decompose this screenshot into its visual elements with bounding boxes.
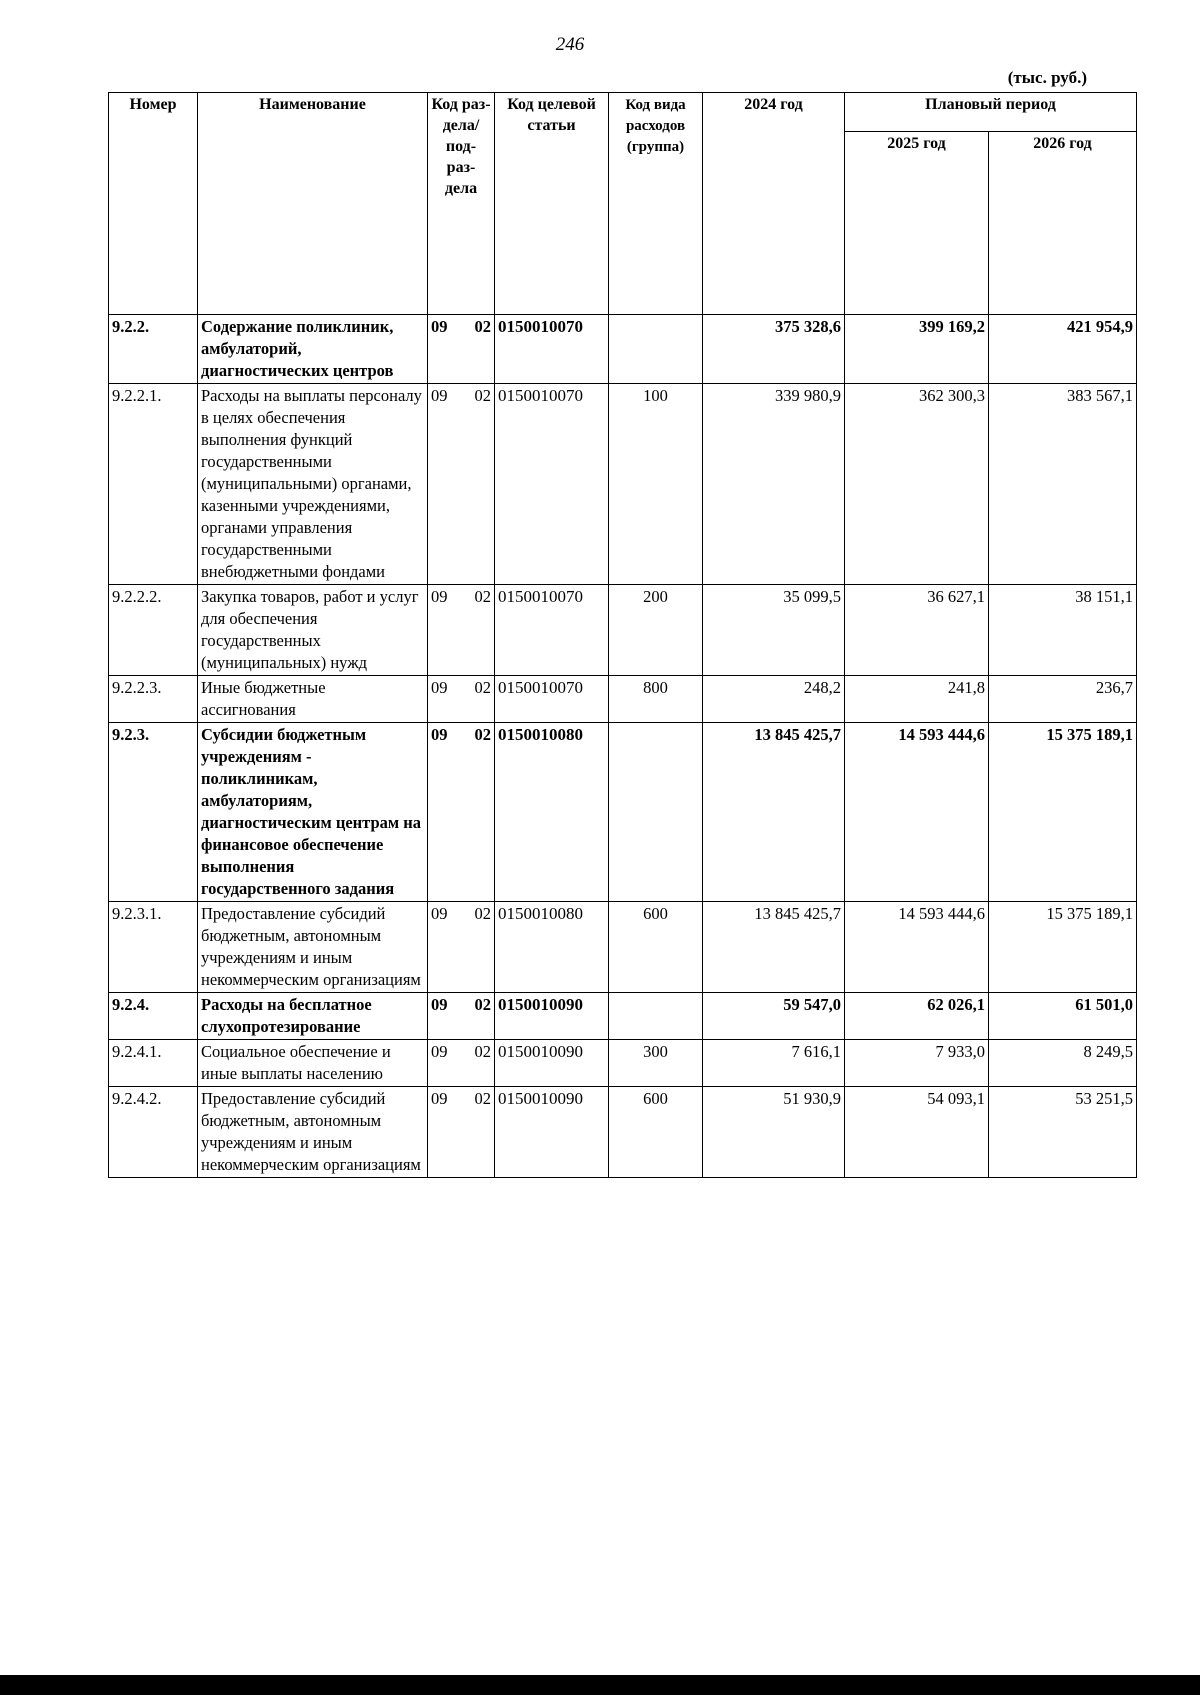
header-year-2024: 2024 год	[703, 93, 845, 315]
row-podrazdel-code: 02	[474, 386, 491, 405]
row-celevaya: 0150010090	[495, 1040, 609, 1087]
row-name: Предоставление субсидий бюджетным, автономным учреждениям и иным некоммерческим организациям	[198, 902, 428, 993]
row-razdel	[428, 723, 495, 902]
row-celevaya: 0150010080	[495, 723, 609, 902]
row-name: Расходы на бесплатное слухопротезирование	[198, 993, 428, 1040]
row-2024: 7 616,1	[703, 1040, 845, 1087]
row-2025: 62 026,1	[845, 993, 989, 1040]
row-2026: 383 567,1	[989, 384, 1137, 585]
row-vid	[609, 993, 703, 1040]
row-vid: 300	[609, 1040, 703, 1087]
row-razdel-code: 09	[431, 995, 448, 1014]
table-row	[109, 384, 1137, 585]
header-planovyy: Плановый период	[845, 93, 1137, 132]
header-row-top	[109, 93, 1137, 132]
row-nomer: 9.2.2.1.	[109, 384, 198, 585]
row-name: Содержание поликлиник, амбулаторий, диагностических центров	[198, 315, 428, 384]
header-kod-celevoy: Код целевой статьи	[495, 93, 609, 315]
row-nomer: 9.2.3.	[109, 723, 198, 902]
row-razdel	[428, 1087, 495, 1178]
row-name: Расходы на выплаты персоналу в целях обеспечения выполнения функций государственными (муниципальными) органами, казенными учреждениями, органами управления государственными внебюджетными фондами	[198, 384, 428, 585]
row-2025: 36 627,1	[845, 585, 989, 676]
row-2024: 59 547,0	[703, 993, 845, 1040]
row-podrazdel-code: 02	[474, 587, 491, 606]
row-name: Иные бюджетные ассигнования	[198, 676, 428, 723]
row-name: Субсидии бюджетным учреждениям - поликлиникам, амбулаториям, диагностическим центрам на финансовое обеспечение выполнения государственного задания	[198, 723, 428, 902]
row-razdel	[428, 384, 495, 585]
row-nomer: 9.2.2.3.	[109, 676, 198, 723]
row-2026: 236,7	[989, 676, 1137, 723]
row-2025: 54 093,1	[845, 1087, 989, 1178]
table-row	[109, 993, 1137, 1040]
table-row	[109, 1040, 1137, 1087]
row-nomer: 9.2.3.1.	[109, 902, 198, 993]
row-razdel	[428, 676, 495, 723]
row-2026: 15 375 189,1	[989, 902, 1137, 993]
header-naimenovanie: Наименование	[198, 93, 428, 315]
row-razdel	[428, 902, 495, 993]
row-2025: 14 593 444,6	[845, 723, 989, 902]
header-year-2025: 2025 год	[845, 132, 989, 315]
row-vid: 800	[609, 676, 703, 723]
row-2024: 35 099,5	[703, 585, 845, 676]
row-2026: 61 501,0	[989, 993, 1137, 1040]
row-vid: 600	[609, 902, 703, 993]
table-row	[109, 676, 1137, 723]
row-nomer: 9.2.4.2.	[109, 1087, 198, 1178]
row-vid: 600	[609, 1087, 703, 1178]
row-celevaya: 0150010070	[495, 384, 609, 585]
row-2024: 248,2	[703, 676, 845, 723]
row-podrazdel-code: 02	[474, 1089, 491, 1108]
budget-table	[108, 92, 1137, 1178]
row-razdel	[428, 1040, 495, 1087]
row-razdel	[428, 315, 495, 384]
row-nomer: 9.2.4.1.	[109, 1040, 198, 1087]
row-celevaya: 0150010080	[495, 902, 609, 993]
table-row	[109, 902, 1137, 993]
row-celevaya: 0150010090	[495, 1087, 609, 1178]
row-razdel-code: 09	[431, 386, 448, 405]
row-podrazdel-code: 02	[474, 317, 491, 336]
header-kod-vida	[609, 93, 703, 315]
row-razdel-code: 09	[431, 1089, 448, 1108]
row-razdel	[428, 993, 495, 1040]
row-razdel-code: 09	[431, 725, 448, 744]
page-number: 246	[555, 34, 585, 55]
table-row	[109, 1087, 1137, 1178]
row-2026: 53 251,5	[989, 1087, 1137, 1178]
row-podrazdel-code: 02	[474, 725, 491, 744]
row-celevaya: 0150010070	[495, 315, 609, 384]
row-name: Закупка товаров, работ и услуг для обеспечения государственных (муниципальных) нужд	[198, 585, 428, 676]
row-vid	[609, 723, 703, 902]
row-2026: 15 375 189,1	[989, 723, 1137, 902]
row-2024: 339 980,9	[703, 384, 845, 585]
units-label: (тыс. руб.)	[1007, 68, 1087, 87]
row-podrazdel-code: 02	[474, 995, 491, 1014]
row-2026: 421 954,9	[989, 315, 1137, 384]
row-razdel-code: 09	[431, 678, 448, 697]
row-name: Предоставление субсидий бюджетным, автономным учреждениям и иным некоммерческим организациям	[198, 1087, 428, 1178]
row-razdel-code: 09	[431, 904, 448, 923]
row-2024: 13 845 425,7	[703, 902, 845, 993]
header-kod-razdela: Код раз- дела/ под- раз- дела	[428, 93, 495, 315]
row-razdel-code: 09	[431, 587, 448, 606]
row-nomer: 9.2.2.	[109, 315, 198, 384]
row-2026: 38 151,1	[989, 585, 1137, 676]
row-nomer: 9.2.2.2.	[109, 585, 198, 676]
row-vid: 200	[609, 585, 703, 676]
row-2025: 14 593 444,6	[845, 902, 989, 993]
row-2024: 51 930,9	[703, 1087, 845, 1178]
scan-bottom-edge	[0, 1675, 1200, 1695]
row-2025: 362 300,3	[845, 384, 989, 585]
row-2024: 13 845 425,7	[703, 723, 845, 902]
row-razdel-code: 09	[431, 317, 448, 336]
table-row	[109, 585, 1137, 676]
row-2025: 241,8	[845, 676, 989, 723]
row-celevaya: 0150010070	[495, 585, 609, 676]
row-2024: 375 328,6	[703, 315, 845, 384]
row-2026: 8 249,5	[989, 1040, 1137, 1087]
row-razdel-code: 09	[431, 1042, 448, 1061]
row-podrazdel-code: 02	[474, 678, 491, 697]
row-razdel	[428, 585, 495, 676]
table-row	[109, 723, 1137, 902]
row-2025: 7 933,0	[845, 1040, 989, 1087]
table-row	[109, 315, 1137, 384]
header-kod-vida-text: Код вида расходов (группа)	[625, 97, 686, 155]
header-year-2026: 2026 год	[989, 132, 1137, 315]
row-celevaya: 0150010070	[495, 676, 609, 723]
row-podrazdel-code: 02	[474, 1042, 491, 1061]
row-name: Социальное обеспечение и иные выплаты населению	[198, 1040, 428, 1087]
row-nomer: 9.2.4.	[109, 993, 198, 1040]
row-vid: 100	[609, 384, 703, 585]
row-vid	[609, 315, 703, 384]
header-nomer: Номер	[109, 93, 198, 315]
row-celevaya: 0150010090	[495, 993, 609, 1040]
row-podrazdel-code: 02	[474, 904, 491, 923]
row-2025: 399 169,2	[845, 315, 989, 384]
